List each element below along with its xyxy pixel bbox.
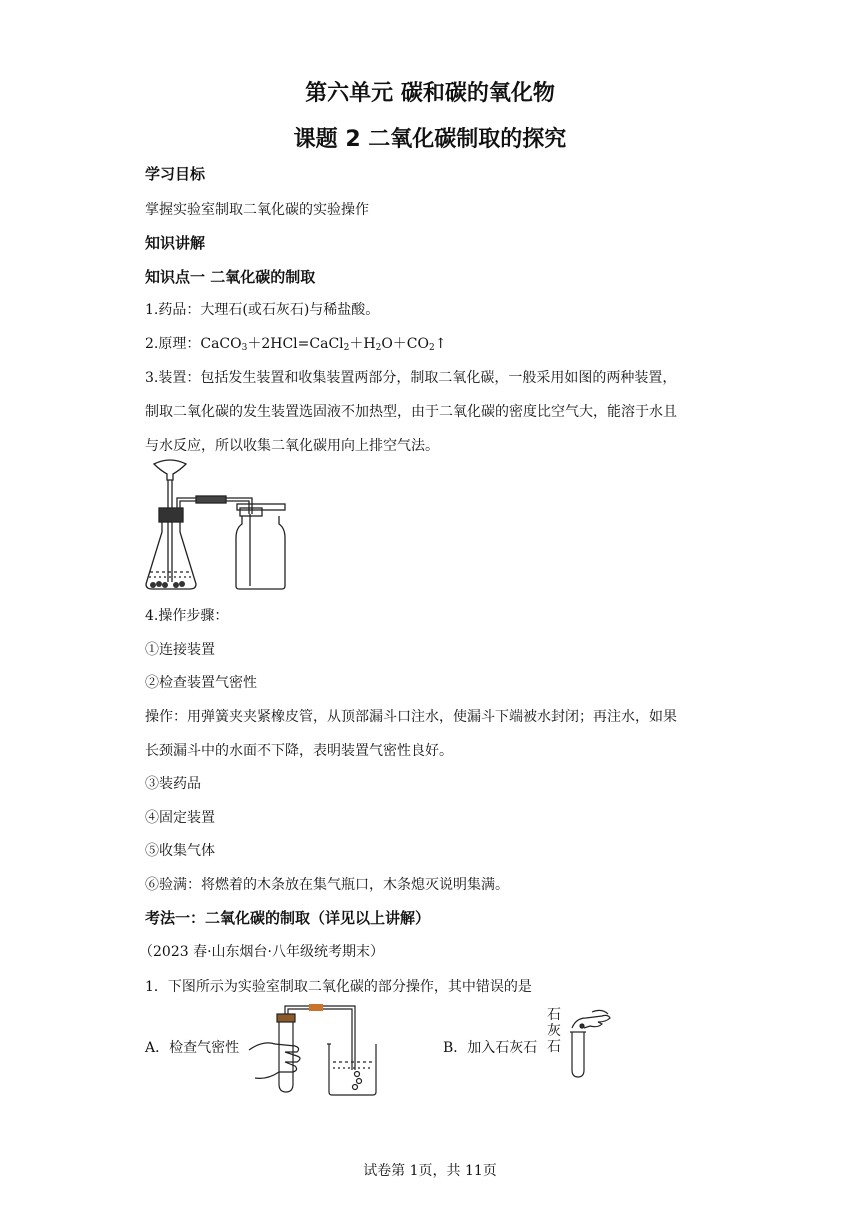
item-1: 1.药品：大理石(或石灰石)与稀盐酸。: [145, 302, 380, 318]
section-knowledge-heading: 知识讲解: [145, 234, 206, 252]
eq-part: ＋2HCl=CaCl: [247, 336, 344, 352]
item-2-prefix: 2.原理：: [145, 336, 201, 352]
goal-text: 掌握实验室制取二氧化碳的实验操作: [145, 202, 369, 218]
step-5: ⑤收集气体: [145, 843, 215, 859]
section-goal-heading: 学习目标: [145, 165, 206, 183]
limestone-char: 灰: [547, 1023, 561, 1039]
item-4: 4.操作步骤：: [145, 608, 229, 624]
eq-part: ＋H: [349, 336, 376, 352]
step-1: ①连接装置: [145, 642, 215, 658]
lesson-title: 课题 2 二氧化碳制取的探究: [293, 127, 567, 152]
page-footer: 试卷第 1页，共 11页: [363, 1163, 497, 1179]
option-a-label: A．检查气密性: [145, 1040, 240, 1056]
limestone-char: 石: [547, 1007, 561, 1023]
option-b-label: B．加入石灰石: [443, 1040, 538, 1056]
item-3-line-2: 制取二氧化碳的发生装置选固液不加热型，由于二氧化碳的密度比空气大，能溶于水且: [145, 404, 677, 420]
eq-sub: 2: [375, 343, 382, 353]
limestone-label: [547, 1007, 563, 1055]
method-1-heading: 考法一：二氧化碳的制取（详见以上讲解）: [145, 909, 431, 927]
item-2: [145, 333, 446, 353]
option-b-figure: [562, 1008, 616, 1080]
question-1-stem: 1．下图所示为实验室制取二氧化碳的部分操作，其中错误的是: [145, 979, 532, 995]
step-6: ⑥验满：将燃着的木条放在集气瓶口，木条熄灭说明集满。: [145, 877, 509, 893]
step-2: ②检查装置气密性: [145, 675, 257, 691]
eq-part: CaCO: [200, 336, 242, 352]
question-source: （2023 春·山东烟台·八年级统考期末）: [139, 944, 384, 960]
operation-line-1: 操作：用弹簧夹夹紧橡皮管，从顶部漏斗口注水，使漏斗下端被水封闭；再注水，如果: [145, 709, 677, 725]
eq-part: O＋CO: [381, 336, 429, 352]
option-a-figure: [245, 1000, 395, 1096]
eq-sub: 2: [343, 343, 350, 353]
apparatus-figure: [140, 458, 300, 594]
eq-sub: 2: [429, 343, 435, 353]
equation: [200, 336, 446, 352]
eq-sub: 3: [241, 343, 248, 353]
step-3: ③装药品: [145, 776, 201, 792]
gas-arrow: ↑: [434, 336, 447, 352]
knowledge-point-1-heading: 知识点一 二氧化碳的制取: [145, 268, 316, 286]
limestone-char: 石: [547, 1039, 561, 1055]
operation-line-2: 长颈漏斗中的水面不下降，表明装置气密性良好。: [145, 743, 453, 759]
item-3-line-1: 3.装置：包括发生装置和收集装置两部分，制取二氧化碳，一般采用如图的两种装置，: [145, 370, 677, 386]
step-4: ④固定装置: [145, 810, 215, 826]
item-3-line-3: 与水反应，所以收集二氧化碳用向上排空气法。: [145, 438, 439, 454]
unit-title: 第六单元 碳和碳的氧化物: [305, 81, 555, 106]
